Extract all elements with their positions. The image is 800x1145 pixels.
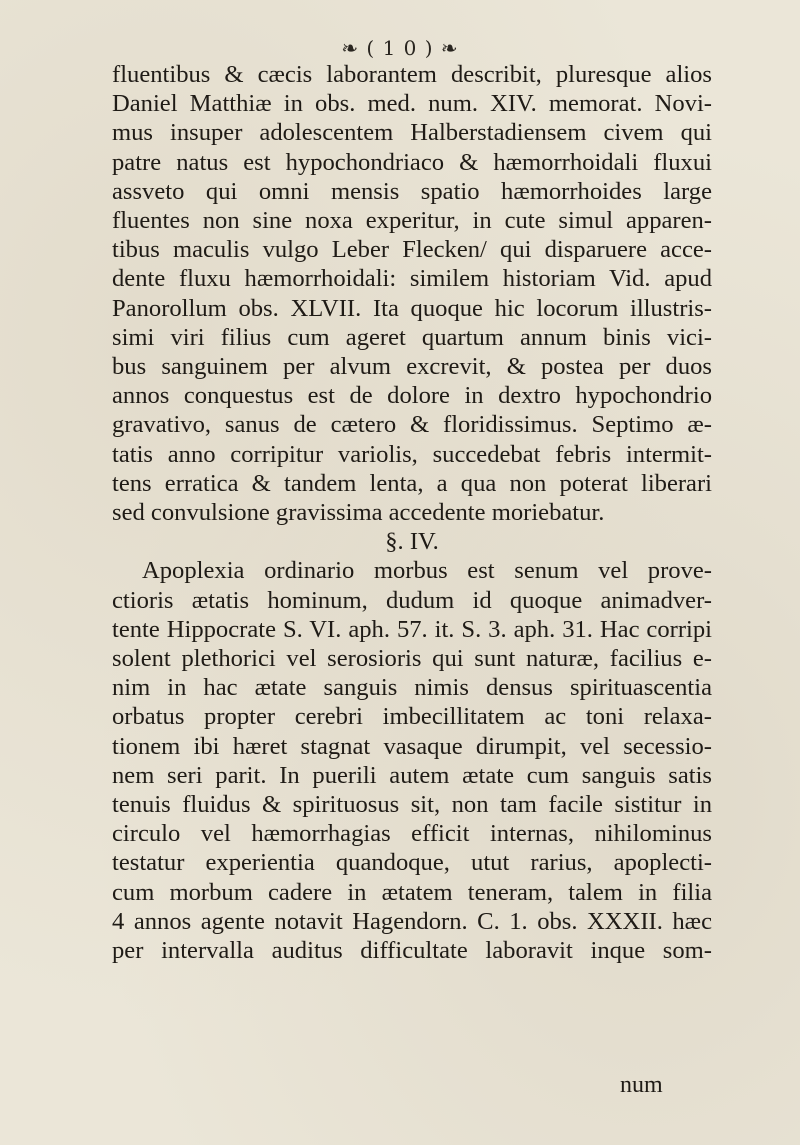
text-line: patre natus est hypochondriaco & hæmorrhoidali fluxui xyxy=(112,148,712,176)
text-line: orbatus propter cerebri imbecillitatem ac toni relaxa- xyxy=(112,703,712,731)
text-line: fluentes non sine noxa experitur, in cute simul apparen- xyxy=(112,207,712,235)
text-line: circulo vel hæmorrhagias efficit internas, nihilominus xyxy=(112,820,712,848)
text-line: solent plethorici vel serosioris qui sunt naturæ, facilius e- xyxy=(112,645,712,673)
text-line: ctioris ætatis hominum, dudum id quoque animadver- xyxy=(112,586,712,614)
text-line: Daniel Matthiæ in obs. med. num. XIV. memorat. Novi- xyxy=(112,90,712,118)
text-line: cum morbum cadere in ætatem teneram, talem in filia xyxy=(112,878,712,906)
text-line: gravativo, sanus de cætero & floridissimus. Septimo æ- xyxy=(112,411,712,439)
text-line: 4 annos agente notavit Hagendorn. C. 1. obs. XXXII. hæc xyxy=(112,907,712,935)
text-line: tionem ibi hæret stagnat vasaque dirumpit, vel secessio- xyxy=(112,732,712,760)
text-line: sed convulsione gravissima accedente moriebatur. xyxy=(112,499,605,527)
text-line: dente fluxu hæmorrhoidali: similem historiam Vid. apud xyxy=(112,265,712,293)
catchword: num xyxy=(620,1072,663,1098)
text-line: simi viri filius cum ageret quartum annum binis vici- xyxy=(112,323,712,351)
text-line: mus insuper adolescentem Halberstadiensem civem qui xyxy=(112,119,712,147)
text-line: per intervalla auditus difficultate laboravit inque som- xyxy=(112,937,712,965)
text-line: Apoplexia ordinario morbus est senum vel prove- xyxy=(142,557,712,585)
text-line: bus sanguinem per alvum excrevit, & postea per duos xyxy=(112,353,712,381)
page-header-ornament: ❧ ( 1 0 ) ❧ xyxy=(341,36,459,60)
text-line: annos conquestus est de dolore in dextro hypochondrio xyxy=(112,382,712,410)
text-line: assveto qui omni mensis spatio hæmorrhoides large xyxy=(112,177,712,205)
text-line: tenuis fluidus & spirituosus sit, non tam facile sistitur in xyxy=(112,791,712,819)
section-heading: §. IV. xyxy=(385,528,439,556)
body-text xyxy=(112,60,712,965)
text-line: tente Hippocrate S. VI. aph. 57. it. S. 3. aph. 31. Hac corripi xyxy=(112,615,712,643)
text-line: nem seri parit. In puerili autem ætate cum sanguis satis xyxy=(112,761,712,789)
text-line: tatis anno corripitur variolis, succedebat febris intermit- xyxy=(112,440,712,468)
text-line: tens erratica & tandem lenta, a qua non poterat liberari xyxy=(112,469,712,497)
text-line: tibus maculis vulgo Leber Flecken/ qui disparuere acce- xyxy=(112,236,712,264)
text-line: nim in hac ætate sanguis nimis densus spirituascentia xyxy=(112,674,712,702)
text-line: Panorollum obs. XLVII. Ita quoque hic locorum illustris- xyxy=(112,294,712,322)
text-line: fluentibus & cæcis laborantem describit, pluresque alios xyxy=(112,61,712,88)
text-line: testatur experientia quandoque, utut rarius, apoplecti- xyxy=(112,849,712,877)
